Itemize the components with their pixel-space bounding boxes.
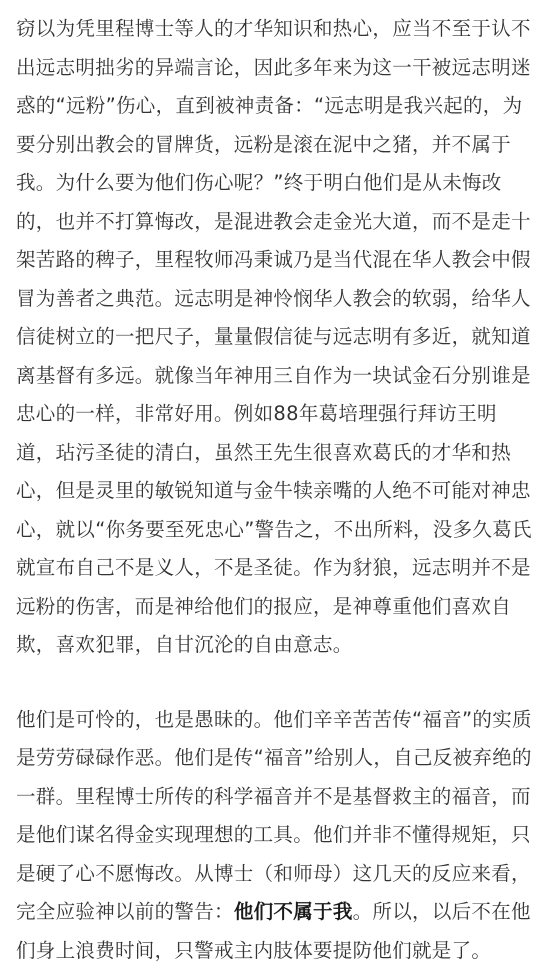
text-line: 是硬了心不愿悔改。从博士（和师母）这几天的反应来看， bbox=[16, 855, 531, 894]
text-line: 的，也并不打算悔改，是混进教会走金光大道，而不是走十 bbox=[16, 203, 531, 242]
text-line: 架苦路的稗子，里程牧师冯秉诚乃是当代混在华人教会中假 bbox=[16, 241, 531, 280]
text-line: 冒为善者之典范。远志明是神怜悯华人教会的软弱，给华人 bbox=[16, 280, 531, 319]
text-line: 是他们谋名得金实现理想的工具。他们并非不懂得规矩，只 bbox=[16, 816, 531, 855]
text-line: 道，玷污圣徒的清白，虽然王先生很喜欢葛氏的才华和热 bbox=[16, 434, 531, 473]
text-line: 忠心的一样，非常好用。例如88年葛培理强行拜访王明 bbox=[16, 395, 531, 434]
text-line-with-emphasis bbox=[16, 893, 531, 932]
paragraph-1 bbox=[16, 10, 531, 665]
text-line: 们身上浪费时间，只警戒主内肢体要提防他们就是了。 bbox=[16, 932, 531, 970]
text-line: 欺，喜欢犯罪，自甘沉沦的自由意志。 bbox=[16, 626, 531, 665]
text-line: 一群。里程博士所传的科学福音并不是基督救主的福音，而 bbox=[16, 778, 531, 817]
text-segment: 。所以，以后不在他 bbox=[353, 900, 531, 923]
text-line: 他们是可怜的，也是愚昧的。他们辛辛苦苦传“福音”的实质 bbox=[16, 701, 531, 740]
text-line: 要分别出教会的冒牌货，远粉是滚在泥中之猪，并不属于 bbox=[16, 126, 531, 165]
text-segment: 完全应验神以前的警告： bbox=[16, 900, 234, 923]
text-line: 惑的“远粉”伤心，直到被神责备：“远志明是我兴起的，为 bbox=[16, 87, 531, 126]
paragraph-2 bbox=[16, 701, 531, 970]
text-line: 窃以为凭里程博士等人的才华知识和热心，应当不至于认不 bbox=[16, 10, 531, 49]
emphasis-text: 他们不属于我 bbox=[234, 900, 353, 923]
text-line: 离基督有多远。就像当年神用三自作为一块试金石分别谁是 bbox=[16, 357, 531, 396]
text-line: 信徒树立的一把尺子，量量假信徒与远志明有多近，就知道 bbox=[16, 318, 531, 357]
text-line: 远粉的伤害，而是神给他们的报应，是神尊重他们喜欢自 bbox=[16, 588, 531, 627]
text-line: 就宣布自己不是义人，不是圣徒。作为豺狼，远志明并不是 bbox=[16, 549, 531, 588]
text-line: 心，就以“你务要至死忠心”警告之，不出所料，没多久葛氏 bbox=[16, 511, 531, 550]
text-line: 我。为什么要为他们伤心呢？”终于明白他们是从未悔改 bbox=[16, 164, 531, 203]
text-line: 出远志明拙劣的异端言论，因此多年来为这一干被远志明迷 bbox=[16, 49, 531, 88]
text-line: 心，但是灵里的敏锐知道与金牛犊亲嘴的人绝不可能对神忠 bbox=[16, 472, 531, 511]
text-line: 是劳劳碌碌作恶。他们是传“福音”给别人，自己反被弃绝的 bbox=[16, 739, 531, 778]
